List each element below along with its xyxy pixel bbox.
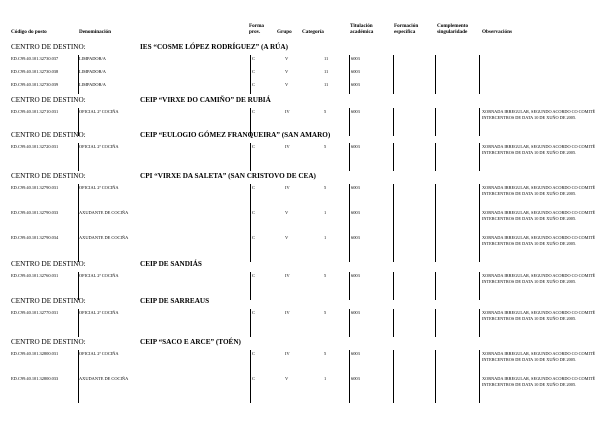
center-name: CEIP DE SARREAUS — [140, 297, 210, 305]
column-divider — [393, 81, 394, 94]
column-divider — [479, 272, 480, 300]
cell-grupo: V — [285, 235, 289, 240]
column-divider — [250, 209, 251, 234]
cell-code: ED.C99.40.101.32800.033 — [11, 376, 59, 381]
cell-denominacion: OFICIAL 2ª COCIÑA — [79, 273, 119, 278]
cell-observacions: XORNADA IRREGULAR, SEGUNDO ACORDO CO COMITÉ INTERCENTROS DE DATA 10 DE XUÑO DE 2005. — [482, 310, 596, 321]
cell-categoria: 5 — [324, 273, 327, 278]
cell-denominacion: OFICIAL 2ª COCIÑA — [79, 351, 119, 356]
cell-titulacion: 6003 — [351, 376, 360, 381]
cell-denominacion: AXUDANTE DE COCIÑA — [79, 235, 129, 240]
cell-observacions: XORNADA IRREGULAR, SEGUNDO ACORDO CO COMITÉ INTERCENTROS DE DATA 10 DE XUÑO DE 2005. — [482, 109, 596, 120]
column-divider — [435, 81, 436, 94]
column-divider — [435, 272, 436, 300]
column-divider — [393, 350, 394, 375]
cell-denominacion: AXUDANTE DE COCIÑA — [79, 376, 129, 381]
cell-forma-prov: C — [252, 376, 255, 381]
column-divider — [393, 234, 394, 262]
column-divider — [435, 55, 436, 68]
cell-code: ED.C99.40.101.32790.031 — [11, 185, 59, 190]
cell-grupo: IV — [285, 185, 290, 190]
cell-code: ED.C99.40.101.32730.037 — [11, 56, 59, 61]
column-divider — [349, 375, 350, 403]
column-divider — [479, 68, 480, 81]
column-divider — [250, 272, 251, 300]
cell-observacions: XORNADA IRREGULAR, SEGUNDO ACORDO CO COMITÉ INTERCENTROS DE DATA 10 DE XUÑO DE 2005. — [482, 185, 596, 196]
column-divider — [78, 143, 79, 171]
column-divider — [479, 350, 480, 375]
column-divider — [78, 309, 79, 337]
column-divider — [479, 108, 480, 136]
cell-categoria: 1 — [324, 376, 327, 381]
cell-titulacion: 6003 — [351, 69, 360, 74]
cell-categoria: 5 — [324, 351, 327, 356]
column-divider — [78, 68, 79, 81]
column-divider — [435, 143, 436, 171]
column-divider — [349, 184, 350, 209]
column-divider — [393, 184, 394, 209]
column-divider — [349, 272, 350, 300]
column-divider — [349, 209, 350, 234]
cell-titulacion: 6003 — [351, 235, 360, 240]
column-divider — [250, 309, 251, 337]
cell-code: ED.C99.40.101.32730.038 — [11, 69, 59, 74]
center-label: CENTRO DE DESTINO: — [11, 172, 86, 180]
cell-forma-prov: C — [252, 185, 255, 190]
center-name: CPI “VIRXE DA SALETA” (SAN CRISTOVO DE CEA) — [140, 172, 316, 180]
cell-categoria: 5 — [324, 144, 327, 149]
cell-titulacion: 6003 — [351, 56, 360, 61]
cell-categoria: 5 — [324, 310, 327, 315]
cell-titulacion: 6003 — [351, 351, 360, 356]
column-divider — [393, 55, 394, 68]
cell-titulacion: 6003 — [351, 144, 360, 149]
column-divider — [78, 272, 79, 300]
cell-forma-prov: C — [252, 109, 255, 114]
column-divider — [393, 375, 394, 403]
cell-grupo: IV — [285, 144, 290, 149]
column-divider — [435, 209, 436, 234]
cell-categoria: 11 — [324, 56, 329, 61]
column-divider — [435, 375, 436, 403]
cell-denominacion: LIMPADOR/A — [79, 82, 106, 87]
cell-categoria: 5 — [324, 109, 327, 114]
cell-categoria: 5 — [324, 185, 327, 190]
header-observacions: Observacións — [482, 29, 512, 35]
cell-code: ED.C99.40.101.32770.031 — [11, 310, 59, 315]
column-divider — [393, 143, 394, 171]
column-divider — [349, 108, 350, 136]
center-label: CENTRO DE DESTINO: — [11, 260, 86, 268]
column-divider — [479, 375, 480, 403]
cell-code: ED.C99.40.101.32730.039 — [11, 82, 59, 87]
center-label: CENTRO DE DESTINO: — [11, 297, 86, 305]
cell-forma-prov: C — [252, 351, 255, 356]
column-divider — [250, 143, 251, 171]
cell-denominacion: AXUDANTE DE COCIÑA — [79, 210, 129, 215]
header-codigo: Código do posto — [11, 29, 47, 35]
cell-denominacion: LIMPADOR/A — [79, 69, 106, 74]
center-label: CENTRO DE DESTINO: — [11, 96, 86, 104]
header-denominacion: Denominación — [79, 29, 111, 35]
cell-grupo: V — [285, 82, 289, 87]
center-name: CEIP “VIRXE DO CAMIÑO” DE RUBIÁ — [140, 96, 271, 104]
column-divider — [393, 108, 394, 136]
cell-forma-prov: C — [252, 273, 255, 278]
cell-categoria: 1 — [324, 235, 327, 240]
column-divider — [479, 234, 480, 262]
cell-observacions: XORNADA IRREGULAR, SEGUNDO ACORDO CO COMITÉ INTERCENTROS DE DATA 10 DE XUÑO DE 2005. — [482, 351, 596, 362]
cell-titulacion: 6003 — [351, 185, 360, 190]
cell-code: ED.C99.40.101.32760.031 — [11, 273, 59, 278]
cell-observacions: XORNADA IRREGULAR, SEGUNDO ACORDO CO COMITÉ INTERCENTROS DE DATA 10 DE XUÑO DE 2005. — [482, 235, 596, 246]
column-divider — [435, 108, 436, 136]
cell-categoria: 1 — [324, 210, 327, 215]
column-divider — [349, 234, 350, 262]
cell-grupo: IV — [285, 351, 290, 356]
column-divider — [250, 184, 251, 209]
column-divider — [435, 184, 436, 209]
column-divider — [393, 209, 394, 234]
cell-titulacion: 6003 — [351, 210, 360, 215]
column-divider — [78, 81, 79, 94]
cell-categoria: 11 — [324, 69, 329, 74]
column-divider — [349, 309, 350, 337]
column-divider — [349, 350, 350, 375]
column-divider — [250, 55, 251, 68]
cell-forma-prov: C — [252, 56, 255, 61]
center-label: CENTRO DE DESTINO: — [11, 131, 86, 139]
column-divider — [250, 350, 251, 375]
cell-grupo: V — [285, 210, 289, 215]
column-divider — [250, 68, 251, 81]
header-categoria: Categoría — [302, 29, 324, 35]
header-complemento: Complemento singularidade — [437, 23, 469, 35]
cell-code: ED.C99.40.101.32720.031 — [11, 144, 59, 149]
column-divider — [435, 309, 436, 337]
cell-denominacion: OFICIAL 2ª COCIÑA — [79, 310, 119, 315]
cell-observacions: XORNADA IRREGULAR, SEGUNDO ACORDO CO COMITÉ INTERCENTROS DE DATA 10 DE XUÑO DE 2005. — [482, 144, 596, 155]
column-divider — [479, 184, 480, 209]
cell-grupo: IV — [285, 273, 290, 278]
cell-forma-prov: C — [252, 69, 255, 74]
column-divider — [78, 375, 79, 403]
center-name: CEIP “EULOGIO GÓMEZ FRANQUEIRA” (SAN AMARO) — [140, 131, 331, 139]
column-divider — [78, 184, 79, 209]
cell-grupo: V — [285, 56, 289, 61]
column-divider — [78, 234, 79, 262]
column-divider — [435, 234, 436, 262]
cell-grupo: V — [285, 376, 289, 381]
cell-forma-prov: C — [252, 144, 255, 149]
cell-observacions: XORNADA IRREGULAR, SEGUNDO ACORDO CO COMITÉ INTERCENTROS DE DATA 10 DE XUÑO DE 2005. — [482, 273, 596, 284]
header-titulacion: Titulación académica — [350, 23, 374, 35]
cell-denominacion: OFICIAL 2ª COCIÑA — [79, 109, 119, 114]
column-divider — [78, 55, 79, 68]
cell-forma-prov: C — [252, 82, 255, 87]
header-formacion: Formación específica — [394, 23, 419, 35]
cell-categoria: 11 — [324, 82, 329, 87]
header-grupo: Grupo — [277, 29, 292, 35]
column-divider — [250, 375, 251, 403]
column-divider — [78, 209, 79, 234]
cell-observacions: XORNADA IRREGULAR, SEGUNDO ACORDO CO COMITÉ INTERCENTROS DE DATA 10 DE XUÑO DE 2005. — [482, 376, 596, 387]
column-divider — [349, 143, 350, 171]
cell-code: ED.C99.40.101.32800.031 — [11, 351, 59, 356]
center-name: IES “COSME LÓPEZ RODRÍGUEZ” (A RÚA) — [140, 43, 288, 51]
center-label: CENTRO DE DESTINO: — [11, 43, 86, 51]
cell-titulacion: 6003 — [351, 109, 360, 114]
column-divider — [479, 143, 480, 171]
cell-titulacion: 6003 — [351, 310, 360, 315]
column-divider — [349, 81, 350, 94]
column-divider — [250, 81, 251, 94]
cell-denominacion: LIMPADOR/A — [79, 56, 106, 61]
cell-code: ED.C99.40.101.32790.034 — [11, 235, 59, 240]
column-divider — [479, 209, 480, 234]
column-divider — [250, 234, 251, 262]
column-divider — [435, 350, 436, 375]
column-divider — [349, 55, 350, 68]
cell-forma-prov: C — [252, 210, 255, 215]
cell-forma-prov: C — [252, 235, 255, 240]
column-divider — [393, 309, 394, 337]
cell-forma-prov: C — [252, 310, 255, 315]
column-divider — [479, 81, 480, 94]
column-divider — [349, 68, 350, 81]
column-divider — [78, 350, 79, 375]
column-divider — [479, 309, 480, 337]
cell-grupo: IV — [285, 310, 290, 315]
cell-code: ED.C99.40.101.32790.033 — [11, 210, 59, 215]
cell-grupo: V — [285, 69, 289, 74]
header-forma-prov: Forma prov. — [249, 23, 264, 35]
cell-denominacion: OFICIAL 2ª COCIÑA — [79, 144, 119, 149]
cell-observacions: XORNADA IRREGULAR, SEGUNDO ACORDO CO COMITÉ INTERCENTROS DE DATA 10 DE XUÑO DE 2005. — [482, 210, 596, 221]
cell-denominacion: OFICIAL 2ª COCIÑA — [79, 185, 119, 190]
cell-titulacion: 6003 — [351, 82, 360, 87]
center-name: CEIP “SACO E ARCE” (TOÉN) — [140, 338, 241, 346]
column-divider — [435, 68, 436, 81]
center-name: CEIP DE SANDIÁS — [140, 260, 202, 268]
cell-code: ED.C99.40.101.32710.031 — [11, 109, 59, 114]
cell-titulacion: 6003 — [351, 273, 360, 278]
column-divider — [393, 68, 394, 81]
center-label: CENTRO DE DESTINO: — [11, 338, 86, 346]
cell-grupo: IV — [285, 109, 290, 114]
column-divider — [393, 272, 394, 300]
column-divider — [479, 55, 480, 68]
